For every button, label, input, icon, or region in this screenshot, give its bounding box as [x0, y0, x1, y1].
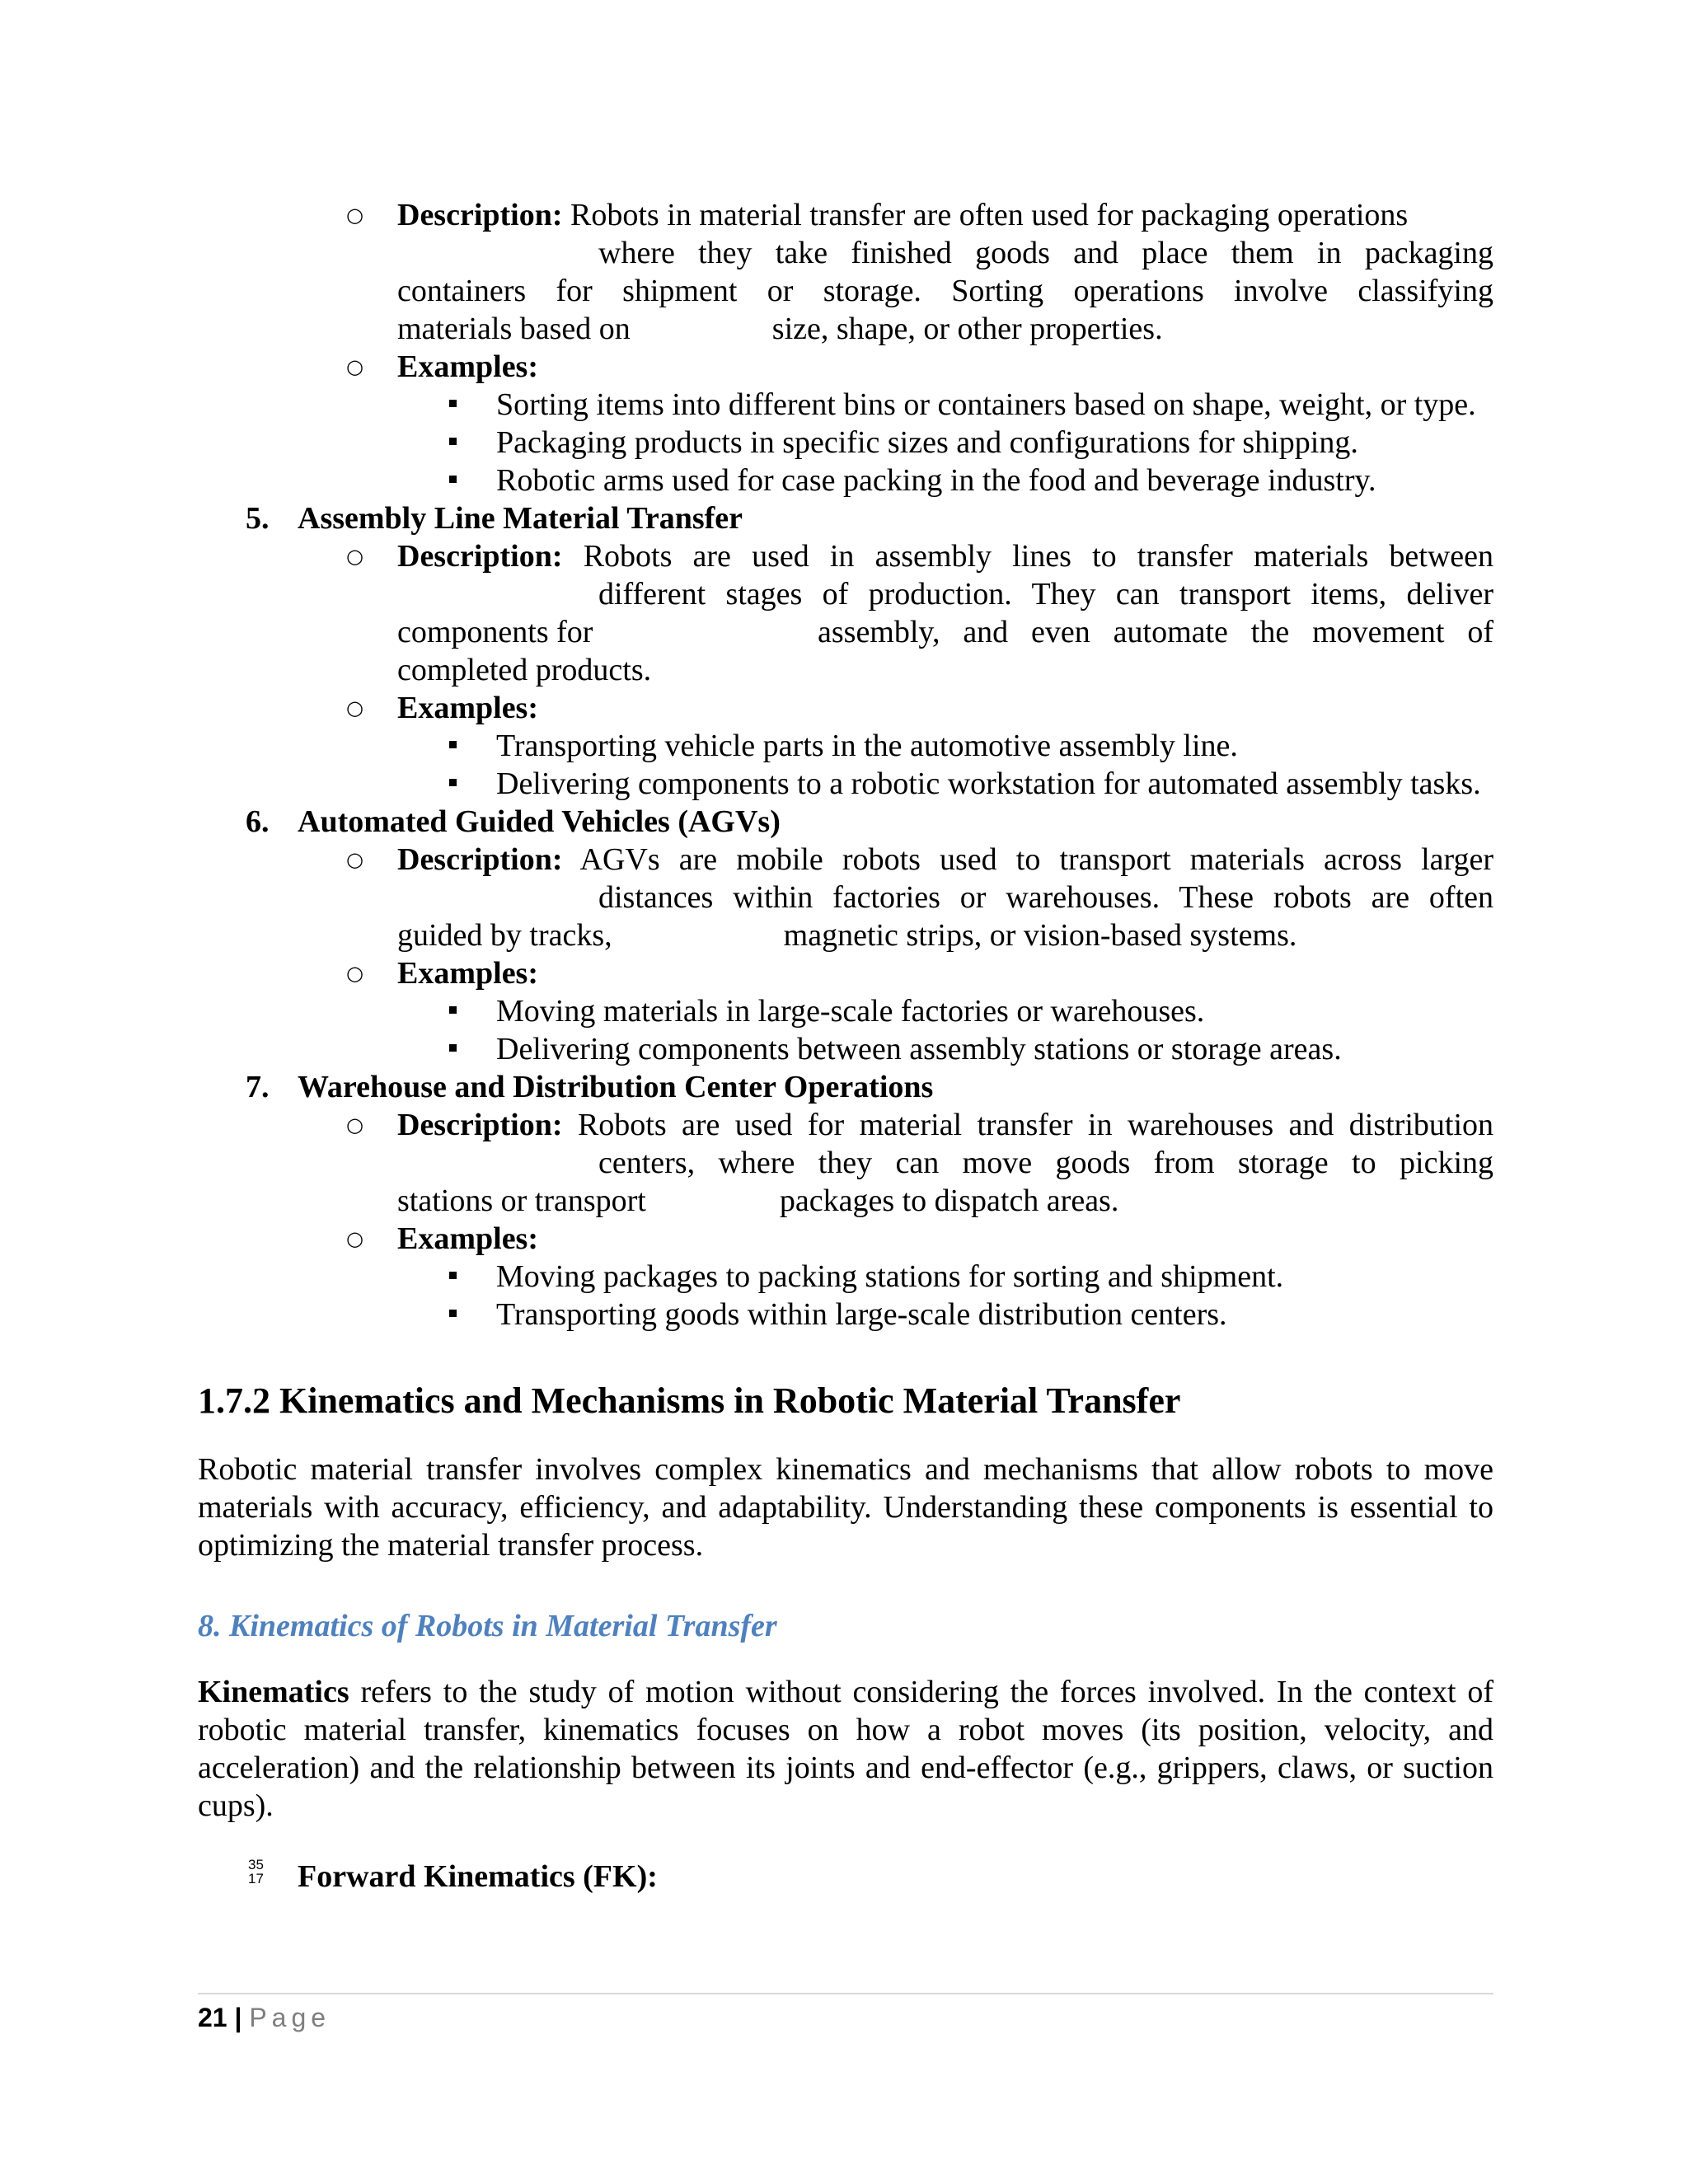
description-label: Description: [397, 539, 563, 574]
examples-item [198, 954, 1493, 992]
hollow-circle-bullet-icon: ○ [346, 1227, 363, 1250]
description-label: Description: [397, 1108, 563, 1142]
reference-marker: 35 17 [248, 1857, 264, 1886]
description-item: ○ Description: Robots in material transfer are often used for packaging operations where they take finished goods and place them in packaging containers for shipment or storage. Sorting operations involve classifying materials based on size, shape, or other properties. [346, 198, 1493, 346]
hollow-circle-bullet-icon: ○ [346, 848, 363, 871]
hollow-circle-bullet-icon: ○ [346, 696, 363, 719]
example-bullet: Packaging products in specific sizes and configurations for shipping. [198, 424, 1493, 462]
example-bullet: Delivering components to a robotic workstation for automated assembly tasks. [198, 765, 1493, 803]
kinematics-paragraph: Kinematics refers to the study of motion without considering the forces involved. In the context of robotic material transfer, kinematics focuses on how a robot moves (its position, velocity, and acceleration) and the relationship between its joints and end-effector (e.g., grippers, claws, or suction cups). [198, 1675, 1493, 1823]
square-bullet-icon [449, 438, 457, 445]
hollow-circle-bullet-icon: ○ [346, 962, 363, 985]
example-bullet: Moving packages to packing stations for sorting and shipment. [198, 1258, 1493, 1296]
numbered-heading: 6. Automated Guided Vehicles (AGVs) [246, 804, 781, 839]
examples-label: Examples: [397, 349, 538, 384]
square-bullet-icon [449, 1006, 457, 1014]
page-content [198, 196, 1493, 1896]
square-bullet-icon [449, 1272, 457, 1279]
description-item: ○ Description: AGVs are mobile robots used to transport materials across larger distances within factories or warehouses. These robots are often guided by tracks, magnetic strips, or vision-based systems. [346, 842, 1493, 953]
section-heading: 1.7.2 Kinematics and Mechanisms in Robotic Material Transfer [198, 1380, 1181, 1421]
square-bullet-icon [449, 1310, 457, 1317]
square-bullet-icon [449, 1044, 457, 1052]
hollow-circle-bullet-icon: ○ [346, 355, 363, 378]
kinematics-term: Kinematics [198, 1675, 349, 1709]
example-bullet: Transporting vehicle parts in the automotive assembly line. [198, 727, 1493, 765]
square-bullet-icon [449, 741, 457, 748]
page-footer [198, 2001, 331, 2034]
intro-paragraph: Robotic material transfer involves complex kinematics and mechanisms that allow robots to move materials with accuracy, efficiency, and adaptability. Understanding these components is essential to optimizing the material transfer process. [198, 1452, 1493, 1563]
examples-item [198, 1220, 1493, 1258]
description-text: Description: Robots in material transfer are often used for packaging operations [397, 198, 1409, 232]
description-item: ○ Description: Robots are used in assembly lines to transfer materials between different stages of production. They can transport items, deliver components for assembly, and even automate the movement of completed products. [346, 539, 1494, 687]
example-bullet: Robotic arms used for case packing in the food and beverage industry. [198, 462, 1493, 499]
example-bullet: Sorting items into different bins or containers based on shape, weight, or type. [198, 386, 1493, 424]
examples-item [198, 348, 1493, 386]
square-bullet-icon [449, 476, 457, 483]
page-number: 21 [198, 2003, 227, 2032]
square-bullet-icon [449, 400, 457, 407]
footer-separator: | [234, 2003, 242, 2032]
example-bullet: Transporting goods within large-scale distribution centers. [198, 1296, 1493, 1333]
hollow-circle-bullet-icon: ○ [346, 204, 363, 227]
page-word: Page [249, 2003, 331, 2032]
forward-kinematics-heading: 35 17 Forward Kinematics (FK): [248, 1857, 658, 1894]
examples-label: Examples: [397, 1221, 538, 1256]
description-item: ○ Description: Robots are used for material transfer in warehouses and distribution centers, where they can move goods from storage to picking stations or transport packages to dispatch areas. [346, 1108, 1494, 1218]
example-bullet: Delivering components between assembly stations or storage areas. [198, 1030, 1493, 1068]
description-label: Description: [397, 842, 563, 877]
description-label: Description: [397, 198, 563, 232]
examples-item [198, 689, 1493, 727]
hollow-circle-bullet-icon: ○ [346, 1113, 363, 1137]
subsection-heading: 8. Kinematics of Robots in Material Transfer [198, 1609, 777, 1643]
footer-divider [198, 1993, 1493, 1994]
numbered-heading: 5. Assembly Line Material Transfer [246, 501, 743, 536]
examples-label: Examples: [397, 691, 538, 725]
example-bullet: Moving materials in large-scale factories or warehouses. [198, 992, 1493, 1030]
examples-label: Examples: [397, 956, 538, 991]
numbered-heading: 7. Warehouse and Distribution Center Operations [246, 1070, 934, 1104]
hollow-circle-bullet-icon: ○ [346, 545, 363, 568]
square-bullet-icon [449, 779, 457, 786]
